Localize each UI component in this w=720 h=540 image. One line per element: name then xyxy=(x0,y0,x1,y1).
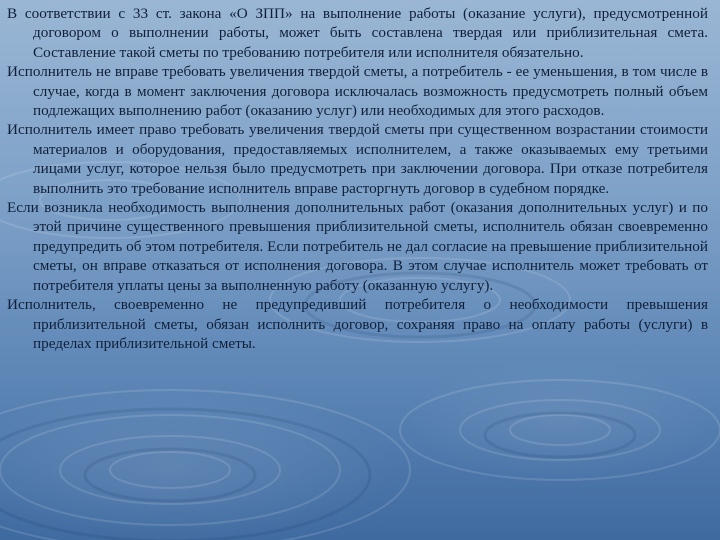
paragraph-no-warning: Исполнитель, своевременно не предупредивший потребителя о необходимости превышения приблизительной сметы, обязан исполнить договор, сохраняя право на оплату работы (услуги) в пределах приблизительной сметы. xyxy=(7,296,708,352)
paragraph-additional-work: Если возникла необходимость выполнения дополнительных работ (оказания дополнительных услуг) и по этой причине существенного превышения приблизительной сметы, исполнитель обязан своевременно предупредить об этом потребителя. Если потребитель не дал согласие на превышение приблизительной сметы, он вправе отказаться от исполнения договора. В этом случае исполнитель может требовать от потребителя уплаты цены за выполненную работу (оказанную услугу). xyxy=(7,199,708,294)
paragraph-increase-right: Исполнитель имеет право требовать увеличения твердой сметы при существенном возрастании стоимости материалов и оборудования, предоставляемых исполнителем, а также оказываемых ему третьими лицами услуг, которое нельзя было предусмотреть при заключении договора. При отказе потребителя выполнить это требование исполнитель вправе расторгнуть договор в судебном порядке. xyxy=(7,121,708,197)
paragraph-firm-estimate: Исполнитель не вправе требовать увеличения твердой сметы, а потребитель - ее уменьшения, в том числе в случае, когда в момент заключения договора исключалась возможность предусмотреть полный объем подлежащих выполнению работ (оказанию услуг) или необходимых для этого расходов. xyxy=(7,63,708,120)
text-body xyxy=(7,4,708,353)
paragraph-estimate-requirement: В соответствии с 33 ст. закона «О ЗПП» на выполнение работы (оказание услуги), предусмотренной договором о выполнении работы, может быть составлена твердая или приблизительная смета. Составление такой сметы по требованию потребителя или исполнителя обязательно. xyxy=(7,5,708,61)
